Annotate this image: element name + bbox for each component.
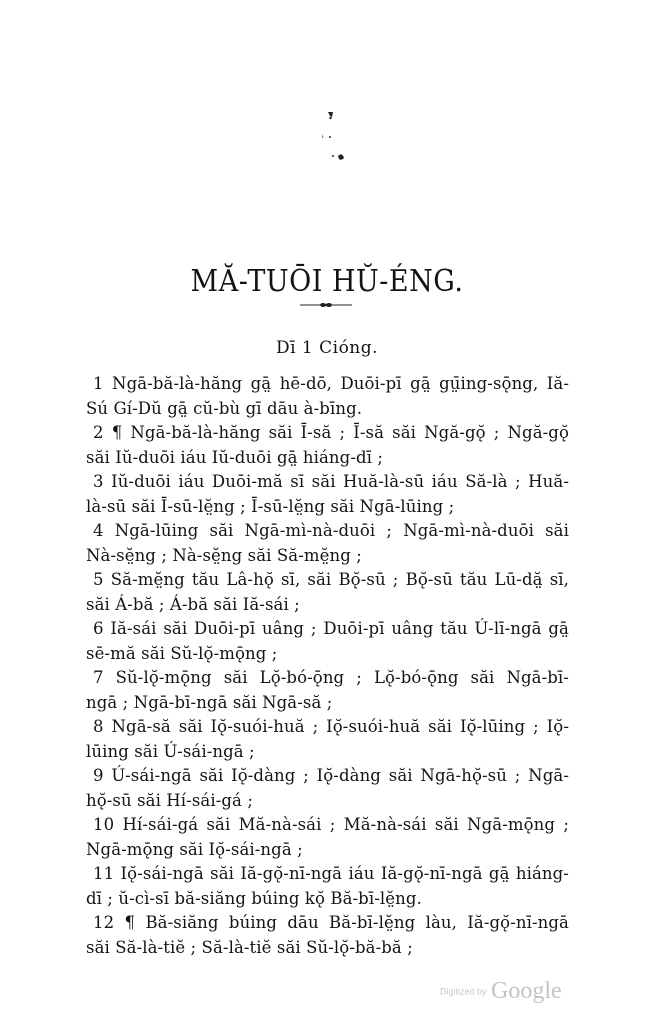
text-line: ngā ; Ngā-bī-ngā săi Ngā-să ;: [86, 692, 333, 712]
watermark-brand: Google: [490, 978, 562, 1004]
text-line: sē-mă săi Sŭ-lǫ̆-mǭng ;: [86, 643, 278, 663]
printer-marks-decoration: [300, 108, 360, 168]
text-line: 1 Ngā-bă-là-hăng gā̤ hē-dō, Duōi-pī gā̤ gṳ̄ing-sǭng, Iă-: [93, 374, 569, 393]
text-line: 8 Ngā-să săi Iǫ̆-suói-huă ; Iǫ̆-suói-huă săi Iǫ̆-lūing ; Iǫ̆-: [93, 717, 569, 736]
text-line: 3 Iŭ-duōi iáu Duōi-mă sī săi Huă-là-sū iáu Să-là ; Huă-: [93, 472, 569, 491]
page-title: MĂ-TUŌI HŬ-ÉNG.: [190, 264, 464, 299]
chapter-heading: Dī 1 Cióng.: [275, 338, 379, 358]
text-line: Nà-sĕ̤ng ; Nà-sĕ̤ng săi Să-mĕ̤ng ;: [86, 545, 362, 565]
text-line: 4 Ngā-lūing săi Ngā-mì-nà-duōi ; Ngā-mì-nà-duōi săi: [93, 521, 569, 540]
text-line: 12 ¶ Bă-siăng búing dāu Bă-bī-lĕ̤ng làu, Iă-gǫ̆-nī-ngā: [93, 913, 569, 932]
text-line: 2 ¶ Ngā-bă-là-hăng săi Ī-să ; Ī-să săi Ngă-gǫ̆ ; Ngă-gǫ̆: [93, 423, 569, 442]
text-line: 7 Sŭ-lǫ̆-mǭng săi Lǫ̆-bó-ǭng ; Lǫ̆-bó-ǭng săi Ngā-bī-: [93, 668, 569, 687]
text-line: 11 Iǫ̆-sái-ngā săi Iă-gǫ̆-nī-ngā iáu Iă-gǫ̆-nī-ngā gā̤ hiáng-: [93, 864, 569, 883]
title-divider-ornament: [298, 300, 354, 310]
verse-body: [86, 372, 569, 960]
text-line: 6 Iă-sái săi Duōi-pī uâng ; Duōi-pī uâng tău Ú-lī-ngā gā̤: [93, 619, 569, 638]
text-line: săi Iŭ-duōi iáu Iŭ-duōi gā̤ hiáng-dī ;: [86, 447, 384, 467]
text-line: 5 Să-mĕ̤ng tău Lâ-hǫ̆ sī, săi Bǫ̆-sū ; Bǫ̆-sū tău Lū-dă̤ sī,: [93, 570, 569, 589]
text-line: Ngā-mǭng săi Iǫ̆-sái-ngā ;: [86, 839, 303, 859]
text-line: săi Á-bă ; Á-bă săi Iă-sái ;: [86, 594, 300, 614]
watermark-prefix: Digitized by: [440, 986, 487, 997]
digitization-watermark: [440, 978, 562, 1005]
text-line: 10 Hí-sái-gá săi Mă-nà-sái ; Mă-nà-sái săi Ngā-mǭng ;: [93, 815, 569, 834]
text-line: 9 Ú-sái-ngā săi Iǫ̆-dàng ; Iǫ̆-dàng săi Ngā-hǫ̆-sū ; Ngā-: [93, 766, 569, 785]
text-line: dī ; ŭ-cì-sī bă-siăng búing kǫ̆ Bă-bī-lĕ̤ng.: [86, 888, 422, 908]
text-line: hǫ̆-sū săi Hí-sái-gá ;: [86, 790, 254, 810]
text-line: Sú Gí-Dŭ gā̤ cŭ-bù gī dāu à-bīng.: [86, 398, 363, 418]
text-line: là-sū săi Ī-sū-lĕ̤ng ; Ī-sū-lĕ̤ng săi Ngā-lūing ;: [86, 496, 455, 516]
text-line: săi Să-là-tiĕ ; Să-là-tiĕ săi Sŭ-lǫ̆-bă-bă ;: [86, 937, 413, 957]
text-line: lūing săi Ú-sái-ngā ;: [86, 741, 255, 761]
